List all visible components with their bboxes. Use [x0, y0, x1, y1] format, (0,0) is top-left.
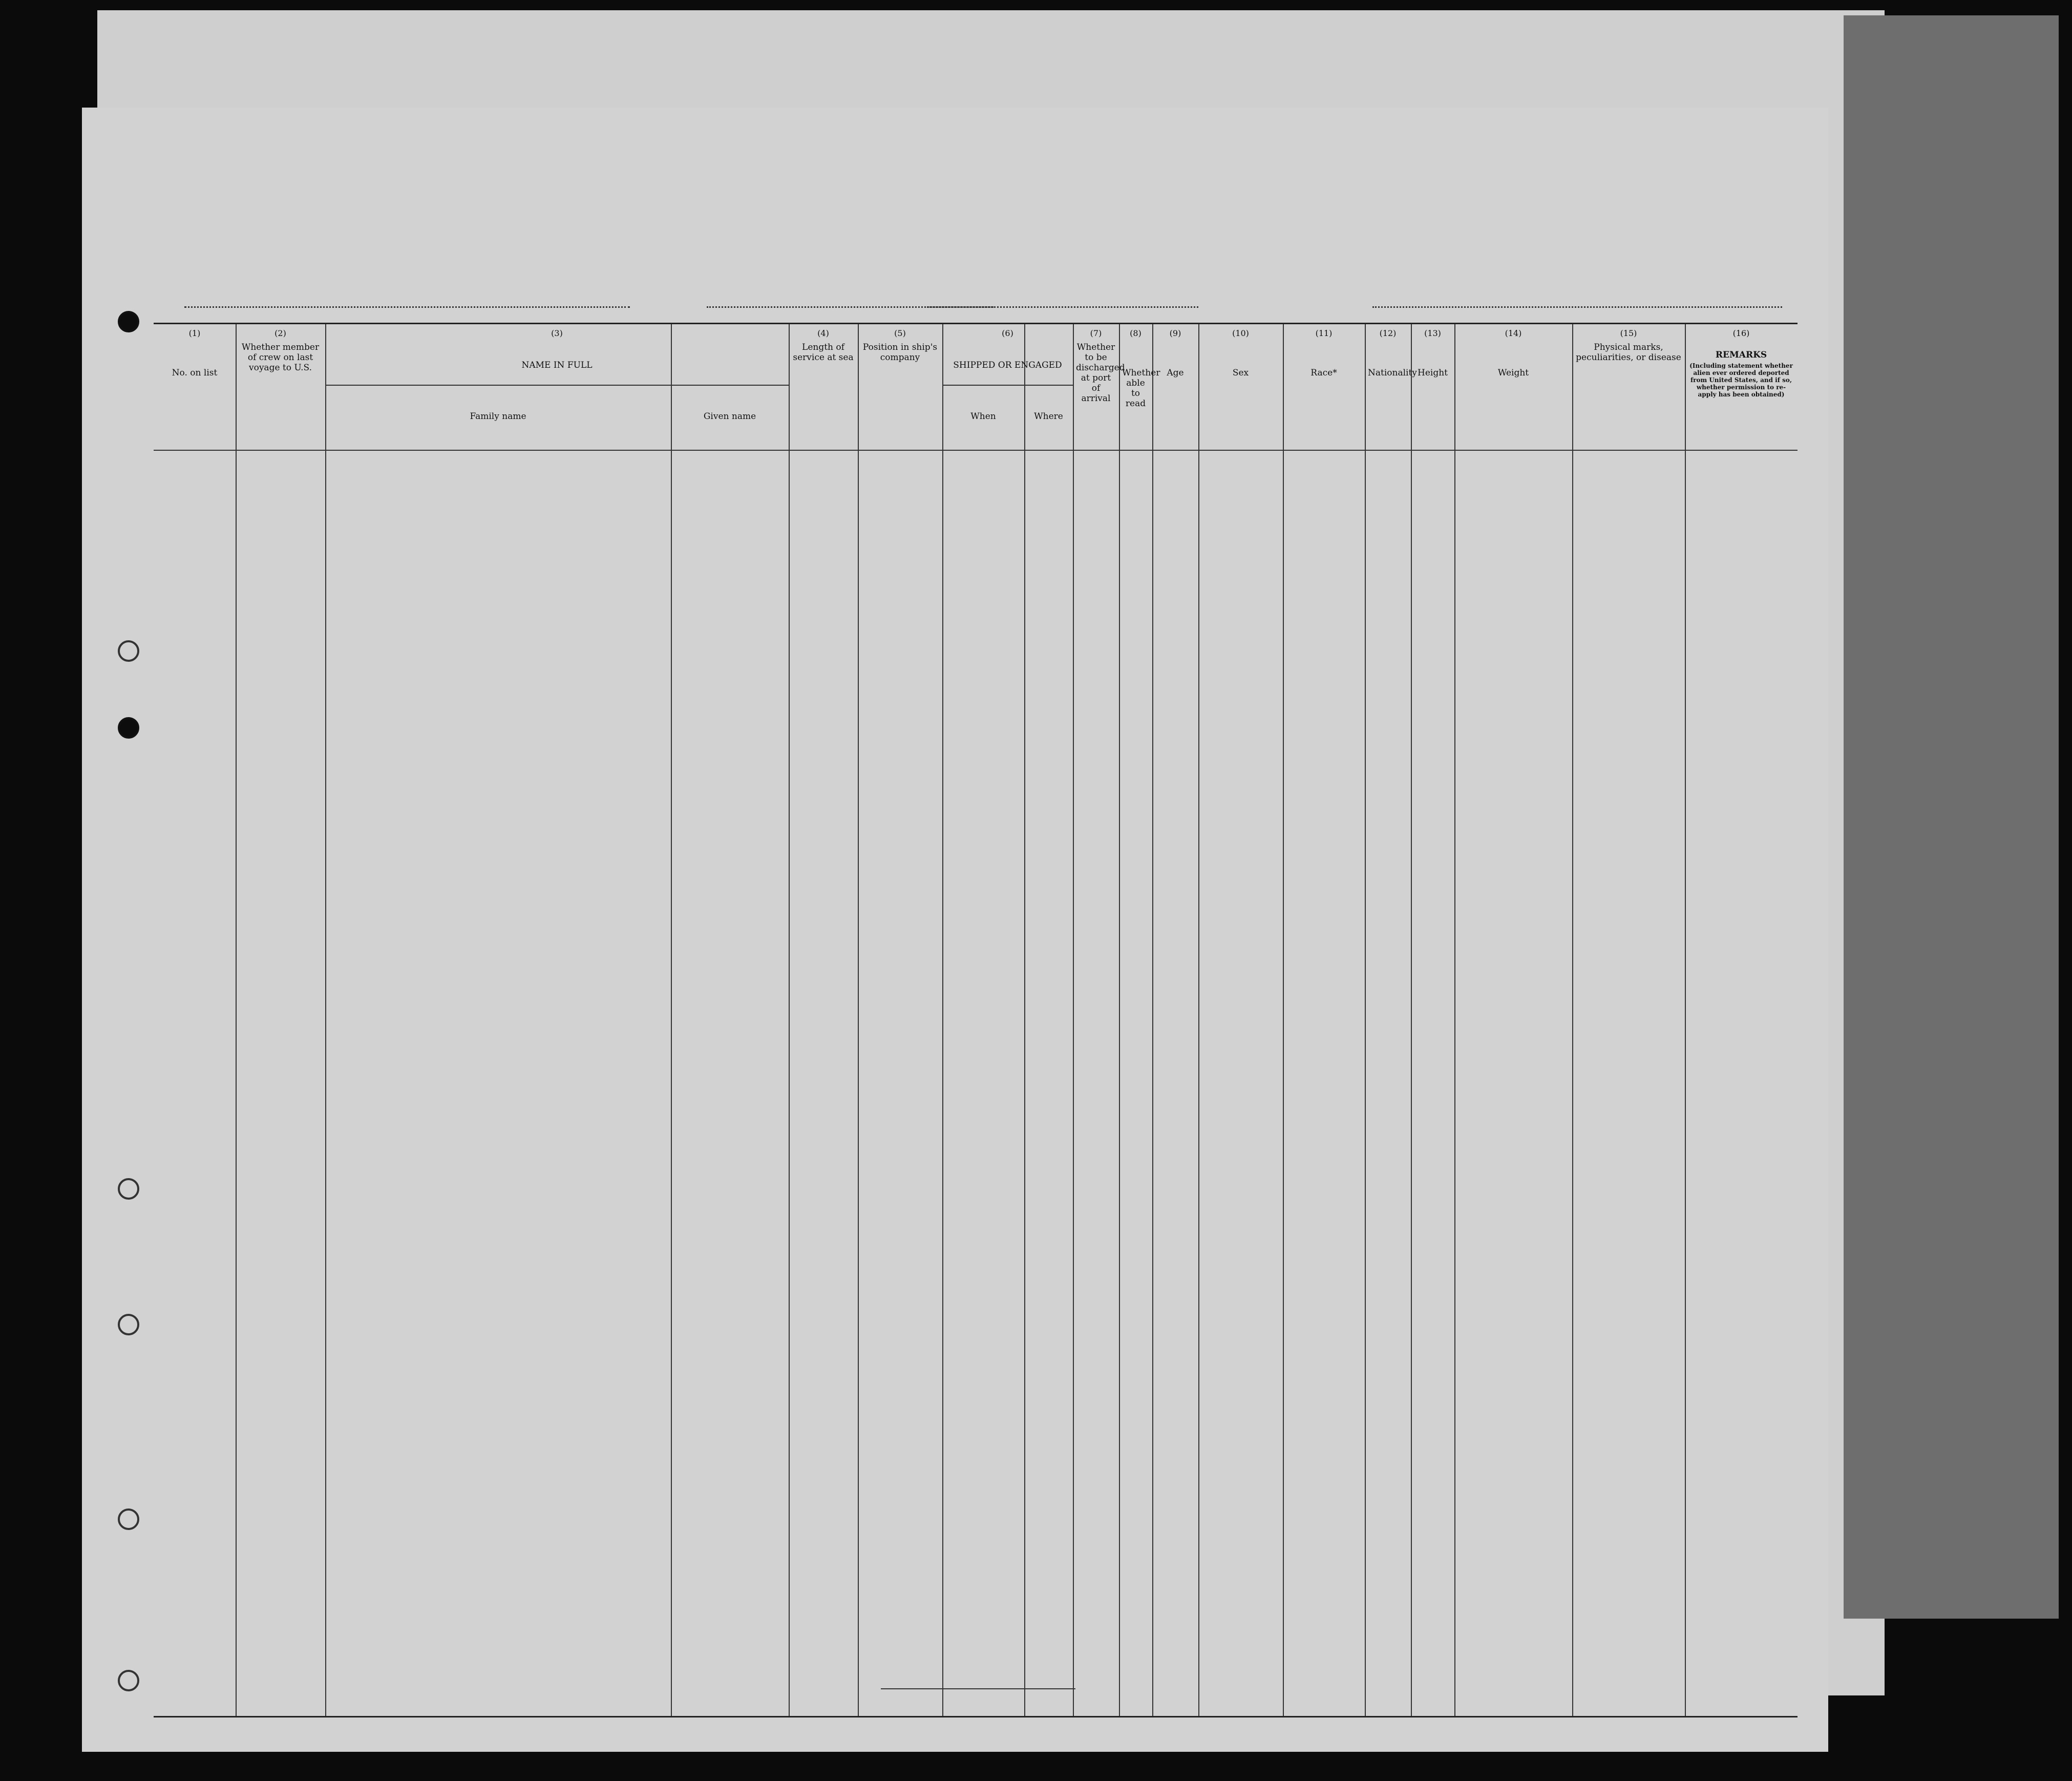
column-number: (4) [817, 328, 829, 338]
column-header: Height [1418, 368, 1448, 378]
column-header: Whether able to read [1122, 368, 1160, 409]
punch-hole [118, 1314, 139, 1335]
column-number: (3) [551, 328, 563, 338]
column-subheader: When [970, 411, 996, 422]
column-header: Age [1167, 368, 1184, 378]
column-header: Nationality [1368, 368, 1417, 378]
column-header: Whether member of crew on last voyage to U.S. [241, 342, 320, 373]
column-header: REMARKS (Including statement whether alien ever ordered deported from United States, and if so, whether permission to re-apply has been obtained) [1689, 350, 1793, 398]
punch-hole [118, 311, 139, 332]
column-number: (10) [1232, 328, 1249, 338]
column-number: (15) [1620, 328, 1637, 338]
column-header: Whether to be discharged at port of arrival [1076, 342, 1125, 404]
punch-hole [118, 1670, 139, 1691]
punch-hole [118, 1178, 139, 1200]
column-header: NAME IN FULL [521, 360, 593, 370]
column-number: (9) [1169, 328, 1181, 338]
column-number: (13) [1424, 328, 1441, 338]
column-subheader: Given name [703, 411, 756, 422]
punch-hole [118, 1508, 139, 1530]
manifest-sheet [82, 108, 1828, 1752]
page-edge [1844, 15, 2059, 1619]
column-number: (7) [1090, 328, 1102, 338]
column-number: (16) [1732, 328, 1750, 338]
column-header: Sex [1232, 368, 1249, 378]
column-number: (11) [1315, 328, 1333, 338]
column-header: Position in ship's company [862, 342, 938, 363]
column-number: (1) [188, 328, 201, 338]
column-number: (5) [894, 328, 906, 338]
back-sheet-number [1639, 71, 1653, 97]
column-subheader: Where [1034, 411, 1063, 422]
column-number: (8) [1130, 328, 1141, 338]
column-header: SHIPPED OR ENGAGED [953, 360, 1062, 370]
column-header: Weight [1497, 368, 1529, 378]
punch-hole [118, 717, 139, 739]
sheet-number [1634, 160, 1651, 178]
column-header: No. on list [172, 368, 218, 378]
crew-table [154, 323, 1798, 1717]
column-number: (12) [1379, 328, 1397, 338]
column-header: Race* [1310, 368, 1337, 378]
punch-hole [118, 640, 139, 662]
column-number: (14) [1505, 328, 1522, 338]
column-header: Length of service at sea [793, 342, 854, 363]
column-subheader: Family name [470, 411, 526, 422]
column-number: (6) [1002, 328, 1013, 338]
column-number: (2) [274, 328, 286, 338]
column-header: Physical marks, peculiarities, or disease [1576, 342, 1681, 363]
